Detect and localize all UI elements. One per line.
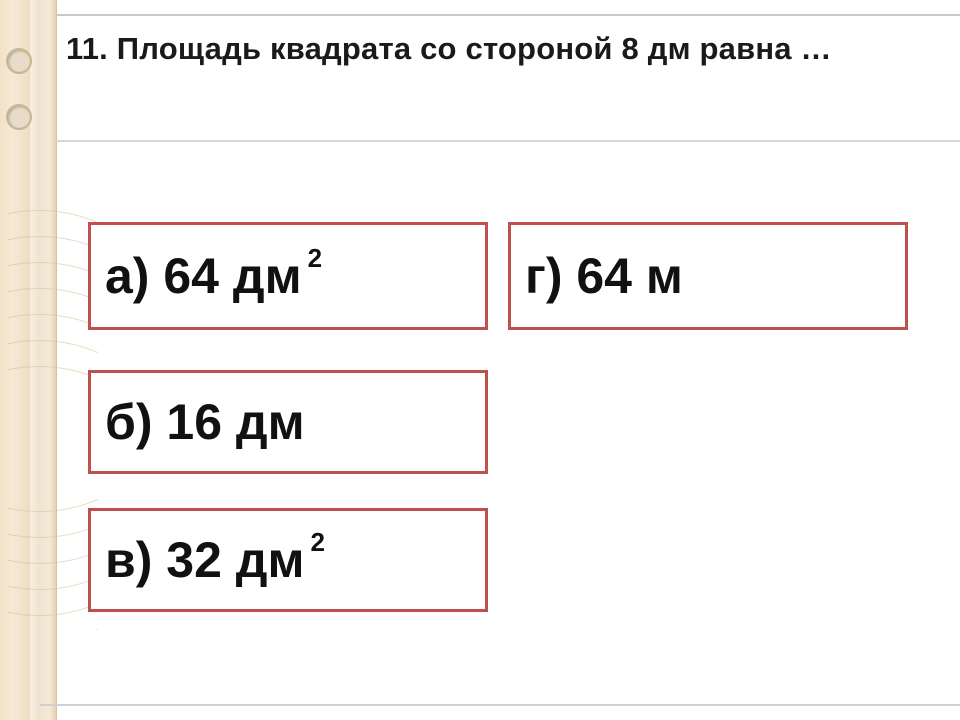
answer-option-d-label: г) 64 м bbox=[525, 248, 683, 304]
answer-option-a-superscript: 2 bbox=[307, 243, 323, 273]
answer-option-c[interactable] bbox=[88, 508, 488, 612]
answer-option-c-superscript: 2 bbox=[310, 527, 325, 557]
divider-middle bbox=[56, 140, 960, 142]
divider-top bbox=[56, 14, 960, 16]
ring-binder-hole-icon bbox=[6, 104, 32, 130]
answer-option-a-label: а) 64 дм bbox=[105, 248, 302, 304]
swirl-decoration bbox=[8, 210, 98, 630]
answer-option-b[interactable] bbox=[88, 370, 488, 474]
ring-binder-hole-icon bbox=[6, 48, 32, 74]
answer-option-d[interactable] bbox=[508, 222, 908, 330]
answer-option-b-label: б) 16 дм bbox=[105, 394, 305, 450]
answer-option-c-label: в) 32 дм bbox=[105, 532, 305, 588]
answer-option-a[interactable] bbox=[88, 222, 488, 330]
divider-bottom bbox=[40, 704, 960, 706]
question-text: 11. Площадь квадрата со стороной 8 дм равна … bbox=[66, 31, 832, 66]
